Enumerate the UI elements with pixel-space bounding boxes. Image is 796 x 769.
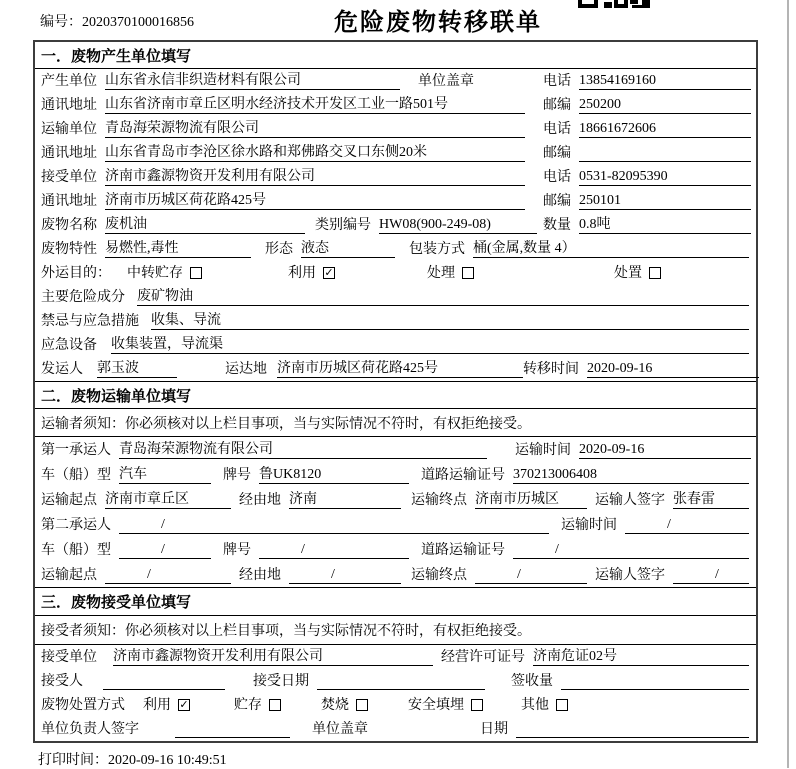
road-license-label: 道路运输证号	[421, 468, 505, 483]
print-time-value: 2020-09-16 10:49:51	[108, 753, 227, 768]
vehicle-type-value: /	[119, 541, 211, 559]
checkbox-checked	[178, 699, 190, 711]
first-carrier-row	[35, 437, 756, 462]
checkbox-unchecked	[356, 699, 368, 711]
carrier-value: /	[119, 516, 549, 534]
transporter-label: 运输单位	[41, 122, 97, 137]
via-value: /	[289, 566, 401, 584]
disposal-option-landfill	[408, 697, 483, 714]
print-time-label: 打印时间：	[38, 753, 108, 768]
option-label: 焚烧	[321, 698, 349, 713]
carrier-value: 青岛海荣源物流有限公司	[119, 441, 487, 459]
packing-value: 桶(金属,数量 4）	[473, 240, 749, 258]
address-label: 通讯地址	[41, 146, 97, 161]
address-value: 山东省济南市章丘区明水经济技术开发区工业一路501号	[105, 96, 525, 114]
origin-value: /	[105, 566, 231, 584]
date-label: 日期	[480, 722, 508, 737]
check-mark-icon: ✓	[324, 266, 334, 279]
end-label: 运输终点	[411, 493, 467, 508]
accept-unit-row	[35, 645, 756, 669]
producer-address-row	[35, 93, 756, 117]
transfer-date-label: 转移时间	[523, 362, 579, 377]
carrier-signature-label: 运输人签字	[595, 568, 665, 583]
signed-amount-value	[561, 673, 749, 690]
receiver-row	[35, 165, 756, 189]
address-value: 济南市历城区荷花路425号	[105, 192, 525, 210]
page-edge-divider	[787, 0, 789, 768]
carrier-signature-value: 张春雷	[673, 491, 749, 509]
checkbox-unchecked	[462, 267, 474, 279]
end-value: 济南市历城区	[475, 491, 587, 509]
purpose-row	[35, 261, 756, 285]
transport-time-value: /	[625, 516, 749, 534]
phone-label: 电话	[543, 170, 571, 185]
quantity-value: 0.8吨	[579, 216, 751, 234]
zip-value: 250200	[579, 96, 751, 114]
destination-label: 运达地	[225, 362, 267, 377]
carrier-label: 第一承运人	[41, 443, 111, 458]
address-value: 山东省青岛市李沧区徐水路和郑佛路交叉口东侧20米	[105, 144, 525, 162]
plate-value: 鲁UK8120	[259, 466, 409, 484]
receiver-label: 接受单位	[41, 170, 97, 185]
principal-signature-label: 单位负责人签字	[41, 722, 139, 737]
manifest-form	[33, 40, 758, 743]
serial-number-line	[40, 11, 194, 31]
serial-label: 编号：	[40, 15, 82, 30]
date-value	[516, 721, 749, 738]
option-label: 中转贮存	[127, 266, 183, 281]
vehicle-row-1	[35, 462, 756, 487]
phone-label: 电话	[543, 122, 571, 137]
address-label: 通讯地址	[41, 98, 97, 113]
origin-label: 运输起点	[41, 568, 97, 583]
section-1-title: 一．废物产生单位填写	[35, 42, 756, 69]
purpose-option-transfer-storage	[127, 265, 202, 282]
waste-character-row	[35, 237, 756, 261]
waste-name-value: 废机油	[105, 216, 305, 234]
character-label: 废物特性	[41, 242, 97, 257]
receiver-value: 济南市鑫源物资开发利用有限公司	[105, 168, 525, 186]
consignor-label: 发运人	[41, 362, 83, 377]
plate-label: 牌号	[223, 543, 251, 558]
principal-signature-value	[175, 721, 290, 738]
transporter-address-row	[35, 141, 756, 165]
second-carrier-row	[35, 512, 756, 537]
accept-unit-value: 济南市鑫源物资开发利用有限公司	[113, 648, 433, 666]
transfer-date-value: 2020-09-16	[587, 360, 759, 378]
accept-date-value	[317, 673, 485, 690]
taboo-label: 禁忌与应急措施	[41, 314, 139, 329]
zip-label: 邮编	[543, 98, 571, 113]
route-row-2	[35, 562, 756, 587]
disposal-option-other	[521, 697, 568, 714]
check-mark-icon: ✓	[179, 698, 189, 711]
equipment-value: 收集装置，导流渠	[111, 336, 749, 354]
disposal-option-store	[234, 697, 281, 714]
plate-label: 牌号	[223, 468, 251, 483]
equipment-label: 应急设备	[41, 338, 97, 353]
consignor-row	[35, 357, 756, 381]
page-title: 危险废物转移联单	[334, 9, 542, 36]
producer-row	[35, 69, 756, 93]
option-label: 处理	[427, 266, 455, 281]
via-label: 经由地	[239, 493, 281, 508]
unit-seal-label: 单位盖章	[312, 722, 368, 737]
route-row-1	[35, 487, 756, 512]
quantity-label: 数量	[543, 218, 571, 233]
option-label: 利用	[288, 266, 316, 281]
form-value: 液态	[301, 240, 395, 258]
waste-name-row	[35, 213, 756, 237]
qr-code-icon	[578, 0, 652, 9]
principal-signature-row	[35, 717, 756, 741]
producer-label: 产生单位	[41, 74, 97, 89]
vehicle-type-value: 汽车	[119, 466, 211, 484]
recipient-value	[103, 673, 225, 690]
transport-time-label: 运输时间	[515, 443, 571, 458]
disposal-option-incinerate	[321, 697, 368, 714]
transport-time-value: 2020-09-16	[579, 441, 751, 459]
receiver-address-row	[35, 189, 756, 213]
disposal-label: 废物处置方式	[41, 698, 125, 713]
zip-value: 250101	[579, 192, 751, 210]
origin-label: 运输起点	[41, 493, 97, 508]
checkbox-unchecked	[269, 699, 281, 711]
producer-value: 山东省永信非织造材料有限公司	[105, 72, 400, 90]
vehicle-type-label: 车（船）型	[41, 468, 111, 483]
print-time-line	[38, 749, 227, 769]
option-label: 处置	[614, 266, 642, 281]
phone-value: 18661672606	[579, 120, 751, 138]
serial-number: 2020370100016856	[82, 15, 194, 30]
purpose-option-treat	[427, 265, 474, 282]
option-label: 安全填埋	[408, 698, 464, 713]
unit-seal-label: 单位盖章	[418, 74, 474, 89]
checkbox-unchecked	[649, 267, 661, 279]
checkbox-checked	[323, 267, 335, 279]
transporter-row	[35, 117, 756, 141]
carrier-signature-label: 运输人签字	[595, 493, 665, 508]
section-2-title: 二．废物运输单位填写	[35, 381, 756, 409]
phone-value: 13854169160	[579, 72, 751, 90]
permit-label: 经营许可证号	[441, 650, 525, 665]
road-license-value: 370213006408	[513, 466, 749, 484]
purpose-option-dispose	[614, 265, 661, 282]
recipient-row	[35, 669, 756, 693]
phone-label: 电话	[543, 74, 571, 89]
vehicle-type-label: 车（船）型	[41, 543, 111, 558]
via-label: 经由地	[239, 568, 281, 583]
zip-label: 邮编	[543, 146, 571, 161]
address-label: 通讯地址	[41, 194, 97, 209]
zip-label: 邮编	[543, 194, 571, 209]
signed-amount-label: 签收量	[511, 674, 553, 689]
character-value: 易燃性,毒性	[105, 240, 251, 258]
purpose-option-utilize	[288, 265, 335, 282]
origin-value: 济南市章丘区	[105, 491, 231, 509]
taboo-value: 收集、导流	[151, 312, 749, 330]
packing-label: 包装方式	[409, 242, 465, 257]
form-label: 形态	[265, 242, 293, 257]
category-value: HW08(900-249-08)	[379, 216, 537, 234]
emergency-equipment-row	[35, 333, 756, 357]
category-label: 类别编号	[315, 218, 371, 233]
via-value: 济南	[289, 491, 401, 509]
phone-value: 0531-82095390	[579, 168, 751, 186]
hazard-component-row	[35, 285, 756, 309]
accept-unit-label: 接受单位	[41, 650, 97, 665]
permit-value: 济南危证02号	[533, 648, 749, 666]
waste-name-label: 废物名称	[41, 218, 97, 233]
option-label: 利用	[143, 698, 171, 713]
section-3-title: 三．废物接受单位填写	[35, 587, 756, 616]
carrier-signature-value: /	[673, 566, 749, 584]
transport-time-label: 运输时间	[561, 518, 617, 533]
hazard-label: 主要危险成分	[41, 290, 125, 305]
disposal-option-utilize	[143, 697, 190, 714]
carrier-label: 第二承运人	[41, 518, 111, 533]
receiver-notice: 接受者须知：你必须核对以上栏目事项，当与实际情况不符时，有权拒绝接受。	[35, 616, 756, 645]
taboo-measures-row	[35, 309, 756, 333]
checkbox-unchecked	[556, 699, 568, 711]
road-license-label: 道路运输证号	[421, 543, 505, 558]
recipient-label: 接受人	[41, 674, 83, 689]
transporter-notice: 运输者须知：你必须核对以上栏目事项，当与实际情况不符时，有权拒绝接受。	[35, 409, 756, 437]
accept-date-label: 接受日期	[253, 674, 309, 689]
end-label: 运输终点	[411, 568, 467, 583]
road-license-value: /	[513, 541, 749, 559]
destination-value: 济南市历城区荷花路425号	[277, 360, 523, 378]
consignor-value: 郭玉波	[97, 360, 177, 378]
purpose-label: 外运目的：	[41, 266, 111, 281]
checkbox-unchecked	[471, 699, 483, 711]
option-label: 其他	[521, 698, 549, 713]
plate-value: /	[259, 541, 409, 559]
disposal-method-row	[35, 693, 756, 717]
hazard-value: 废矿物油	[137, 288, 749, 306]
vehicle-row-2	[35, 537, 756, 562]
end-value: /	[475, 566, 587, 584]
transporter-value: 青岛海荣源物流有限公司	[105, 120, 525, 138]
option-label: 贮存	[234, 698, 262, 713]
zip-value	[579, 145, 751, 162]
checkbox-unchecked	[190, 267, 202, 279]
